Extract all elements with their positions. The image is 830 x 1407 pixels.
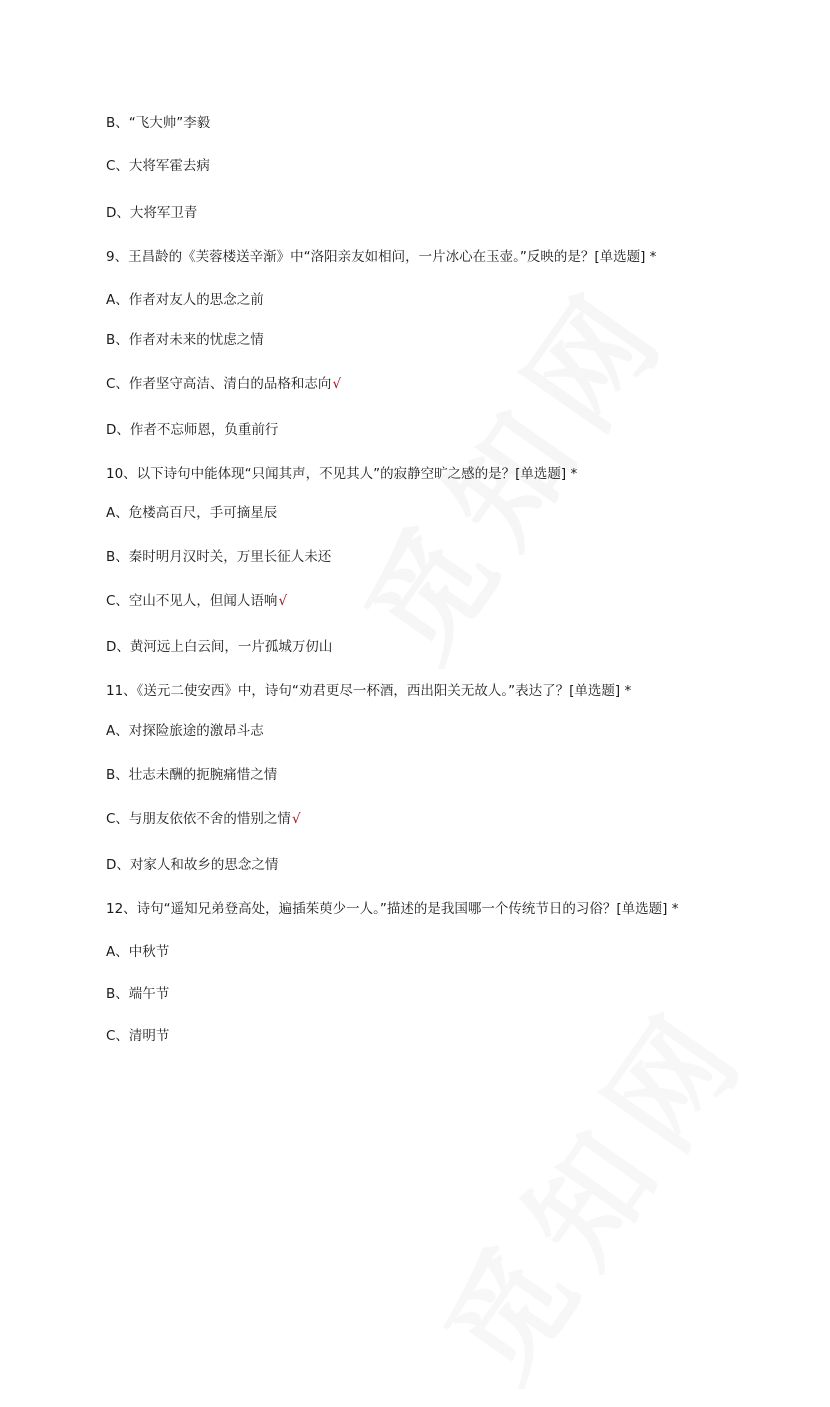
option-line: C、清明节 [106,1028,170,1044]
question-line: 12、诗句“遥知兄弟登高处，遍插茱萸少一人。”描述的是我国哪一个传统节日的习俗？[单选题] * [106,901,679,917]
question-line: 11、《送元二使安西》中，诗句“劝君更尽一杯酒，西出阳关无故人。”表达了？[单选题] * [106,683,632,699]
correct-check-icon: √ [278,593,288,609]
option-line: A、对探险旅途的激昂斗志 [106,723,264,739]
correct-check-icon: √ [332,376,342,392]
question-line: 9、王昌龄的《芙蓉楼送辛渐》中“洛阳亲友如相问，一片冰心在玉壶。”反映的是？[单选题] * [106,249,657,265]
option-line: B、壮志未酬的扼腕痛惜之情 [106,767,278,783]
option-line: D、黄河远上白云间，一片孤城万仞山 [106,639,333,655]
option-line: B、“飞大帅”李毅 [106,115,211,131]
watermark [399,965,781,1407]
option-line: A、作者对友人的思念之前 [106,292,264,308]
option-line: C、作者坚守高洁、清白的品格和志向√ [106,376,342,392]
option-line: D、对家人和故乡的思念之情 [106,857,279,873]
option-line: C、与朋友依依不舍的惜别之情√ [106,811,301,827]
option-line: D、大将军卫青 [106,205,198,221]
option-line: B、秦时明月汉时关，万里长征人未还 [106,549,332,565]
correct-check-icon: √ [291,811,301,827]
question-line: 10、以下诗句中能体现“只闻其声，不见其人”的寂静空旷之感的是？[单选题] * [106,466,578,482]
option-line: D、作者不忘师恩，负重前行 [106,422,279,438]
option-line: C、空山不见人，但闻人语响√ [106,593,288,609]
option-line: B、端午节 [106,986,170,1002]
option-line: B、作者对未来的忧虑之情 [106,332,264,348]
option-line: C、大将军霍去病 [106,158,210,174]
option-line: A、危楼高百尺，手可摘星辰 [106,505,278,521]
option-line: A、中秋节 [106,944,170,960]
